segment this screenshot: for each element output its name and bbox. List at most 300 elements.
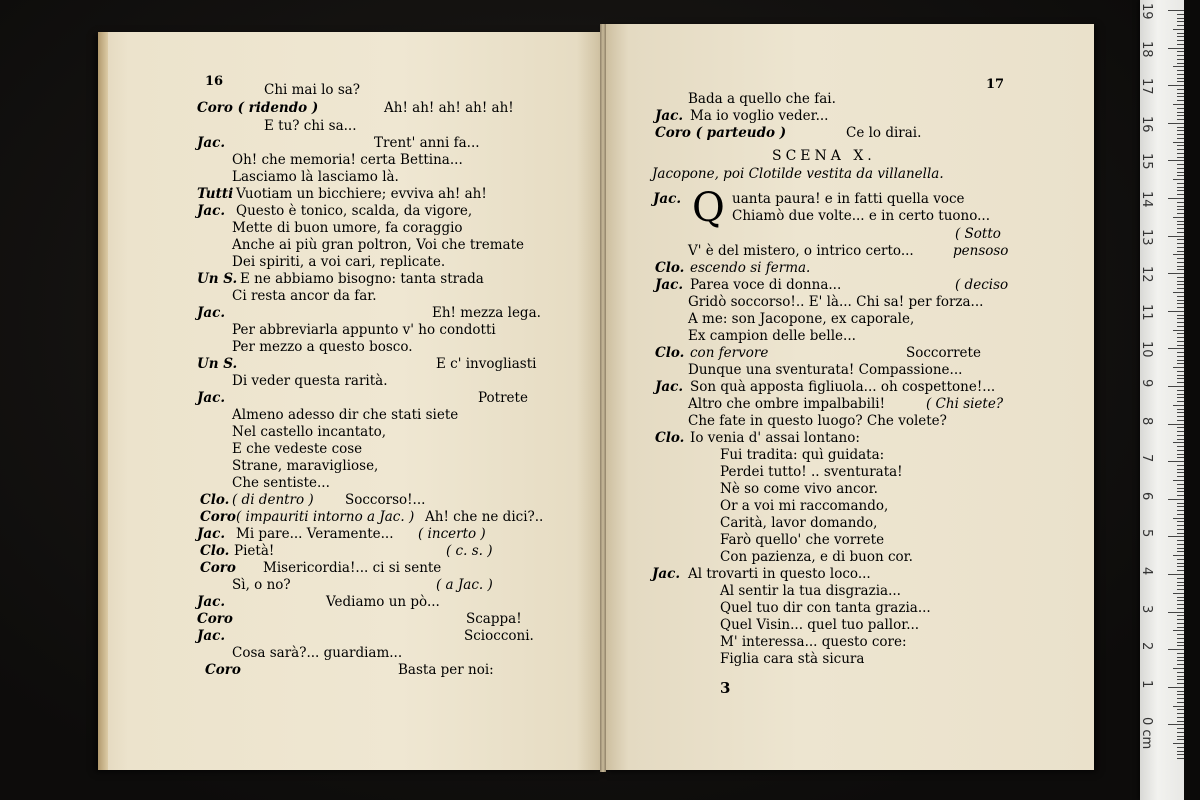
right-page-line-17-part-0: Altro che ombre impalbabili! bbox=[688, 396, 886, 412]
ruler-tick bbox=[1177, 394, 1184, 395]
ruler-tick bbox=[1177, 70, 1184, 71]
ruler-tick bbox=[1177, 510, 1184, 511]
ruler-tick bbox=[1177, 619, 1184, 620]
ruler-tick bbox=[1177, 206, 1184, 207]
ruler-tick bbox=[1177, 600, 1184, 601]
ruler-tick bbox=[1168, 85, 1184, 86]
ruler-tick bbox=[1177, 74, 1184, 75]
ruler-tick bbox=[1177, 491, 1184, 492]
left-page-line-26-part-0: Jac. bbox=[197, 526, 226, 542]
left-page-line-18-part-1: Potrete bbox=[478, 390, 528, 406]
ruler-tick bbox=[1177, 412, 1184, 413]
ruler-tick bbox=[1177, 751, 1184, 752]
ruler-tick bbox=[1168, 424, 1184, 425]
ruler-tick bbox=[1177, 702, 1184, 703]
ruler-tick bbox=[1177, 172, 1184, 173]
ruler-tick bbox=[1177, 187, 1184, 188]
ruler-number: 1 bbox=[1139, 679, 1154, 689]
ruler-tick bbox=[1177, 570, 1184, 571]
left-page-line-24-part-2: Soccorso!... bbox=[345, 492, 426, 508]
ruler-tick bbox=[1177, 653, 1184, 654]
left-page-line-5-part-0: Lasciamo là lasciamo là. bbox=[232, 169, 399, 185]
ruler-tick bbox=[1177, 371, 1184, 372]
ruler-tick bbox=[1177, 303, 1184, 304]
ruler-tick bbox=[1177, 322, 1184, 323]
ruler-tick bbox=[1173, 593, 1184, 594]
ruler-number: 10 bbox=[1139, 341, 1154, 358]
left-page-line-11-part-1: E ne abbiamo bisogno: tanta strada bbox=[240, 271, 484, 287]
left-page-line-9-part-0: Anche ai più gran poltron, Voi che tremate bbox=[232, 237, 524, 253]
right-page-line-19-part-1: Io venia d' assai lontano: bbox=[690, 430, 860, 446]
ruler-tick bbox=[1177, 657, 1184, 658]
ruler-tick bbox=[1177, 239, 1184, 240]
ruler-tick bbox=[1177, 221, 1184, 222]
ruler-tick bbox=[1173, 518, 1184, 519]
ruler-number: 9 bbox=[1139, 379, 1154, 388]
ruler-tick bbox=[1168, 499, 1184, 500]
right-page-line-22-part-0: Nè so come vivo ancor. bbox=[720, 481, 878, 497]
ruler-tick bbox=[1177, 352, 1184, 353]
ruler-tick bbox=[1177, 597, 1184, 598]
ruler-tick bbox=[1177, 739, 1184, 740]
ruler-tick bbox=[1177, 55, 1184, 56]
ruler-number: 3 bbox=[1139, 604, 1154, 613]
left-page-line-33-part-0: Cosa sarà?... guardiam... bbox=[232, 645, 403, 661]
right-page-line-27-part-0: Jac. bbox=[652, 566, 681, 582]
ruler-tick bbox=[1177, 119, 1184, 120]
right-page-line-28-part-0: Al sentir la tua disgrazia... bbox=[720, 583, 901, 599]
ruler-tick bbox=[1177, 63, 1184, 64]
ruler-tick bbox=[1177, 409, 1184, 410]
ruler-tick bbox=[1177, 164, 1184, 165]
left-page-line-34-part-0: Coro bbox=[205, 662, 241, 678]
ruler-tick bbox=[1177, 194, 1184, 195]
right-page-line-16-part-0: Jac. bbox=[655, 379, 684, 395]
left-page-line-2-part-0: E tu? chi sa... bbox=[264, 118, 357, 134]
left-page-line-21-part-0: E che vedeste cose bbox=[232, 441, 363, 457]
left-page-line-27-part-2: ( c. s. ) bbox=[446, 543, 493, 559]
ruler-tick bbox=[1177, 627, 1184, 628]
ruler-number: 14 bbox=[1139, 191, 1154, 208]
ruler-tick bbox=[1168, 612, 1184, 613]
ruler-tick bbox=[1177, 645, 1184, 646]
ruler-tick bbox=[1177, 36, 1184, 37]
left-page-line-19-part-0: Almeno adesso dir che stati siete bbox=[232, 407, 459, 423]
ruler-tick bbox=[1173, 217, 1184, 218]
ruler-tick bbox=[1173, 367, 1184, 368]
right-page-line-24-part-0: Carità, lavor domando, bbox=[720, 515, 878, 531]
edge-shadow bbox=[1186, 0, 1200, 800]
ruler-tick bbox=[1177, 533, 1184, 534]
left-page-line-23-part-0: Che sentiste... bbox=[232, 475, 330, 491]
right-page-line-19-part-0: Clo. bbox=[655, 430, 685, 446]
ruler-tick bbox=[1177, 288, 1184, 289]
left-page-line-0-part-0: Chi mai lo sa? bbox=[264, 82, 361, 98]
ruler-tick bbox=[1168, 687, 1184, 688]
ruler-tick bbox=[1177, 642, 1184, 643]
ruler-tick bbox=[1168, 160, 1184, 161]
left-page-line-26-part-2: ( incerto ) bbox=[418, 526, 486, 542]
ruler-tick bbox=[1177, 717, 1184, 718]
ruler-tick bbox=[1177, 683, 1184, 684]
left-page-line-29-part-0: Sì, o no? bbox=[232, 577, 291, 593]
ruler-tick bbox=[1177, 149, 1184, 150]
ruler-tick bbox=[1173, 330, 1184, 331]
ruler-tick bbox=[1177, 251, 1184, 252]
ruler-number: 16 bbox=[1139, 115, 1154, 133]
ruler-tick bbox=[1177, 345, 1184, 346]
ruler-tick bbox=[1173, 142, 1184, 143]
ruler-tick bbox=[1177, 21, 1184, 22]
ruler-tick bbox=[1177, 559, 1184, 560]
right-page-number: 17 bbox=[986, 77, 1005, 92]
right-page-line-23-part-0: Or a voi mi raccomando, bbox=[720, 498, 889, 514]
ruler-tick bbox=[1177, 732, 1184, 733]
ruler-tick bbox=[1177, 758, 1184, 759]
ruler-tick bbox=[1177, 709, 1184, 710]
ruler-tick bbox=[1177, 454, 1184, 455]
right-page-line-1-part-1: Ma io voglio veder... bbox=[690, 108, 829, 124]
left-page-line-17-part-0: Di veder questa rarità. bbox=[232, 373, 388, 389]
ruler-tick bbox=[1173, 292, 1184, 293]
right-page-line-25-part-0: Farò quello' che vorrete bbox=[720, 532, 885, 548]
ruler-tick bbox=[1177, 390, 1184, 391]
left-page-line-20-part-0: Nel castello incantato, bbox=[232, 424, 387, 440]
left-page-line-30-part-0: Jac. bbox=[197, 594, 226, 610]
ruler-tick bbox=[1177, 488, 1184, 489]
left-page-line-6-part-1: Vuotiam un bicchiere; evviva ah! ah! bbox=[236, 186, 487, 202]
ruler-tick bbox=[1168, 724, 1184, 725]
ruler-tick bbox=[1177, 416, 1184, 417]
ruler-tick bbox=[1177, 566, 1184, 567]
ruler-tick bbox=[1173, 555, 1184, 556]
ruler-tick bbox=[1177, 108, 1184, 109]
right-page-line-1-part-0: Jac. bbox=[655, 108, 684, 124]
right-page-line-8-part-0: V' è del mistero, o intrico certo... bbox=[688, 243, 914, 259]
ruler-tick bbox=[1177, 326, 1184, 327]
ruler-tick bbox=[1177, 341, 1184, 342]
left-page-line-24-part-1: ( di dentro ) bbox=[232, 492, 314, 508]
ruler-tick bbox=[1177, 284, 1184, 285]
ruler-tick bbox=[1173, 179, 1184, 180]
ruler-tick bbox=[1177, 660, 1184, 661]
ruler-tick bbox=[1177, 134, 1184, 135]
ruler-tick bbox=[1177, 356, 1184, 357]
ruler-tick bbox=[1177, 115, 1184, 116]
ruler-tick bbox=[1177, 503, 1184, 504]
left-page-line-26-part-1: Mi pare... Veramente... bbox=[236, 526, 394, 542]
ruler-number: 17 bbox=[1139, 78, 1154, 95]
ruler-number: 5 bbox=[1139, 529, 1154, 538]
right-page-line-14-part-0: Clo. bbox=[655, 345, 685, 361]
ruler-tick bbox=[1173, 480, 1184, 481]
ruler-tick bbox=[1177, 608, 1184, 609]
ruler-tick bbox=[1177, 157, 1184, 158]
ruler-tick bbox=[1177, 315, 1184, 316]
left-page-number: 16 bbox=[205, 74, 224, 89]
right-page-line-6-part-0: Chiamò due volte... e in certo tuono... bbox=[732, 208, 991, 224]
ruler-tick bbox=[1173, 29, 1184, 30]
ruler-tick bbox=[1177, 243, 1184, 244]
ruler-tick bbox=[1177, 307, 1184, 308]
left-page-line-27-part-1: Pietà! bbox=[234, 543, 275, 559]
left-page-line-8-part-0: Mette di buon umore, fa coraggio bbox=[232, 220, 463, 236]
ruler-tick bbox=[1177, 153, 1184, 154]
ruler-tick bbox=[1168, 236, 1184, 237]
ruler-tick bbox=[1177, 679, 1184, 680]
ruler-tick bbox=[1177, 698, 1184, 699]
right-page-line-8-part-1: pensoso bbox=[953, 243, 1009, 259]
ruler-tick bbox=[1177, 213, 1184, 214]
ruler-tick bbox=[1177, 100, 1184, 101]
ruler-tick bbox=[1168, 10, 1184, 11]
ruler-tick bbox=[1177, 472, 1184, 473]
ruler-tick bbox=[1177, 14, 1184, 15]
left-page-line-30-part-1: Vediamo un pò... bbox=[326, 594, 440, 610]
ruler-tick bbox=[1173, 254, 1184, 255]
left-page-line-10-part-0: Dei spiriti, a voi cari, replicate. bbox=[232, 254, 446, 270]
ruler-tick bbox=[1177, 578, 1184, 579]
right-page-line-10-part-2: ( deciso bbox=[955, 277, 1009, 293]
right-page-line-27-part-1: Al trovarti in questo loco... bbox=[688, 566, 871, 582]
ruler-tick bbox=[1177, 615, 1184, 616]
ruler-tick bbox=[1177, 224, 1184, 225]
ruler-tick bbox=[1177, 713, 1184, 714]
right-page-line-21-part-0: Perdei tutto! .. sventurata! bbox=[720, 464, 903, 480]
right-page-line-10-part-0: Jac. bbox=[655, 277, 684, 293]
ruler-tick bbox=[1177, 721, 1184, 722]
ruler-tick bbox=[1177, 138, 1184, 139]
right-page-line-3-part-0: SCENA X. bbox=[772, 148, 876, 164]
ruler-number: 18 bbox=[1139, 40, 1154, 58]
right-page-line-9-part-0: Clo. bbox=[655, 260, 685, 276]
ruler-tick bbox=[1177, 551, 1184, 552]
ruler-tick bbox=[1177, 638, 1184, 639]
left-page-line-31-part-0: Coro bbox=[197, 611, 233, 627]
left-page-line-32-part-1: Sciocconi. bbox=[464, 628, 534, 644]
ruler-tick bbox=[1177, 604, 1184, 605]
ruler-tick bbox=[1177, 300, 1184, 301]
ruler-tick bbox=[1177, 202, 1184, 203]
ruler-tick bbox=[1173, 66, 1184, 67]
left-page-line-11-part-0: Un S. bbox=[197, 271, 238, 287]
right-page-line-0-part-0: Bada a quello che fai. bbox=[688, 91, 836, 107]
ruler-tick bbox=[1177, 18, 1184, 19]
ruler-tick bbox=[1173, 405, 1184, 406]
right-page-line-2-part-1: Ce lo dirai. bbox=[846, 125, 922, 141]
ruler-tick bbox=[1177, 736, 1184, 737]
right-page-line-9-part-1: escendo si ferma. bbox=[690, 260, 811, 276]
ruler-tick bbox=[1177, 33, 1184, 34]
ruler-number: 6 bbox=[1139, 491, 1154, 501]
ruler-tick bbox=[1177, 93, 1184, 94]
left-page-line-22-part-0: Strane, maravigliose, bbox=[232, 458, 379, 474]
ruler-tick bbox=[1177, 112, 1184, 113]
right-page-line-31-part-0: M' interessa... questo core: bbox=[720, 634, 907, 650]
ruler-number: 7 bbox=[1139, 454, 1154, 463]
ruler-tick bbox=[1177, 78, 1184, 79]
ruler-tick bbox=[1177, 431, 1184, 432]
ruler-tick bbox=[1177, 375, 1184, 376]
ruler-tick bbox=[1177, 337, 1184, 338]
left-page-line-24-part-0: Clo. bbox=[200, 492, 230, 508]
ruler-tick bbox=[1173, 630, 1184, 631]
ruler-tick bbox=[1168, 536, 1184, 537]
ruler-tick bbox=[1177, 446, 1184, 447]
right-page-line-5-part-1: uanta paura! e in fatti quella voce bbox=[732, 191, 965, 207]
left-page-line-25-part-1: ( impauriti intorno a Jac. ) bbox=[236, 509, 415, 525]
ruler-tick bbox=[1177, 258, 1184, 259]
ruler-tick bbox=[1168, 574, 1184, 575]
ruler-tick bbox=[1177, 363, 1184, 364]
left-page-line-7-part-1: Questo è tonico, scalda, da vigore, bbox=[236, 203, 473, 219]
ruler-tick bbox=[1177, 672, 1184, 673]
ruler-tick bbox=[1177, 691, 1184, 692]
ruler-tick bbox=[1177, 563, 1184, 564]
right-page-line-16-part-1: Son quà apposta figliuola... oh cospettone!... bbox=[690, 379, 996, 395]
ruler-tick bbox=[1168, 348, 1184, 349]
right-page-line-17-part-1: ( Chi siete? bbox=[926, 396, 1004, 412]
ruler-tick bbox=[1173, 104, 1184, 105]
ruler-number: 19 bbox=[1139, 3, 1154, 20]
ruler-tick bbox=[1177, 145, 1184, 146]
ruler-tick bbox=[1173, 668, 1184, 669]
ruler-tick bbox=[1177, 427, 1184, 428]
ruler-tick bbox=[1177, 420, 1184, 421]
ruler-tick bbox=[1177, 585, 1184, 586]
ruler-tick bbox=[1177, 589, 1184, 590]
ruler-tick bbox=[1177, 183, 1184, 184]
left-page-line-28-part-1: Misericordia!... ci si sente bbox=[263, 560, 442, 576]
ruler-tick bbox=[1177, 623, 1184, 624]
left-page-line-28-part-0: Coro bbox=[200, 560, 236, 576]
right-page-line-18-part-0: Che fate in questo luogo? Che volete? bbox=[688, 413, 947, 429]
right-page-line-32-part-0: Figlia cara stà sicura bbox=[720, 651, 865, 667]
left-page-line-1-part-1: Ah! ah! ah! ah! ah! bbox=[384, 100, 514, 116]
right-page-line-10-part-1: Parea voce di donna... bbox=[690, 277, 842, 293]
ruler-number: 8 bbox=[1139, 416, 1154, 425]
ruler-tick bbox=[1168, 386, 1184, 387]
ruler-tick bbox=[1177, 525, 1184, 526]
ruler-tick bbox=[1168, 649, 1184, 650]
ruler-number: 13 bbox=[1139, 228, 1154, 246]
ruler-tick bbox=[1177, 495, 1184, 496]
left-page-line-1-part-0: Coro ( ridendo ) bbox=[197, 100, 319, 116]
left-page-line-12-part-0: Ci resta ancor da far. bbox=[232, 288, 377, 304]
left-page-line-15-part-0: Per mezzo a questo bosco. bbox=[232, 339, 413, 355]
left-page-line-13-part-1: Eh! mezza lega. bbox=[432, 305, 541, 321]
ruler-tick bbox=[1177, 435, 1184, 436]
book-gutter bbox=[600, 24, 606, 772]
ruler-tick bbox=[1168, 123, 1184, 124]
ruler-tick bbox=[1177, 450, 1184, 451]
left-page-line-3-part-0: Jac. bbox=[197, 135, 226, 151]
ruler-tick bbox=[1177, 59, 1184, 60]
left-page-line-32-part-0: Jac. bbox=[197, 628, 226, 644]
left-page-line-13-part-0: Jac. bbox=[197, 305, 226, 321]
ruler-tick bbox=[1177, 318, 1184, 319]
ruler-tick bbox=[1177, 51, 1184, 52]
ruler-number: 12 bbox=[1139, 266, 1154, 283]
ruler-tick bbox=[1177, 728, 1184, 729]
right-page-line-13-part-0: Ex campion delle belle... bbox=[688, 328, 856, 344]
left-page-line-14-part-0: Per abbreviarla appunto v' ho condotti bbox=[232, 322, 496, 338]
ruler-tick bbox=[1177, 277, 1184, 278]
ruler-tick bbox=[1173, 743, 1184, 744]
right-page-line-14-part-1: con fervore bbox=[690, 345, 769, 361]
left-page-line-6-part-0: Tutti bbox=[197, 186, 234, 202]
left-page-line-31-part-1: Scappa! bbox=[466, 611, 522, 627]
right-page-line-20-part-0: Fui tradita: quì guidata: bbox=[720, 447, 885, 463]
ruler-tick bbox=[1177, 360, 1184, 361]
ruler-number: 15 bbox=[1139, 153, 1154, 170]
right-page-line-5-part-0: Jac. bbox=[653, 191, 682, 207]
ruler-tick bbox=[1177, 634, 1184, 635]
ruler-tick bbox=[1177, 521, 1184, 522]
left-page-line-34-part-1: Basta per noi: bbox=[398, 662, 494, 678]
left-page-line-25-part-0: Coro bbox=[200, 509, 236, 525]
ruler-tick bbox=[1168, 461, 1184, 462]
ruler-tick bbox=[1177, 190, 1184, 191]
ruler-tick bbox=[1177, 333, 1184, 334]
ruler-tick bbox=[1177, 232, 1184, 233]
ruler-tick bbox=[1177, 266, 1184, 267]
right-page-line-12-part-0: A me: son Jacopone, ex caporale, bbox=[688, 311, 915, 327]
ruler-number: 4 bbox=[1139, 567, 1154, 576]
ruler-tick bbox=[1177, 175, 1184, 176]
ruler-tick bbox=[1177, 378, 1184, 379]
measuring-ruler bbox=[1140, 0, 1184, 800]
ruler-tick bbox=[1177, 514, 1184, 515]
ruler-tick bbox=[1177, 40, 1184, 41]
left-page-line-7-part-0: Jac. bbox=[197, 203, 226, 219]
ruler-number: 0 cm bbox=[1139, 717, 1154, 750]
left-page-line-16-part-0: Un S. bbox=[197, 356, 238, 372]
ruler-tick bbox=[1177, 228, 1184, 229]
ruler-tick bbox=[1177, 582, 1184, 583]
ruler-tick bbox=[1177, 296, 1184, 297]
right-page-line-11-part-0: Gridò soccorso!.. E' là... Chi sa! per forza... bbox=[688, 294, 984, 310]
left-page-line-27-part-0: Clo. bbox=[200, 543, 230, 559]
ruler-tick bbox=[1177, 548, 1184, 549]
ruler-tick bbox=[1177, 81, 1184, 82]
ruler-number: 2 bbox=[1139, 642, 1154, 651]
ruler-tick bbox=[1177, 262, 1184, 263]
ruler-tick bbox=[1177, 269, 1184, 270]
left-page-line-3-part-1: Trent' anni fa... bbox=[374, 135, 480, 151]
right-page-line-15-part-0: Dunque una sventurata! Compassione... bbox=[688, 362, 963, 378]
left-page-line-4-part-0: Oh! che memoria! certa Bettina... bbox=[232, 152, 463, 168]
ruler-tick bbox=[1177, 529, 1184, 530]
ruler-tick bbox=[1177, 281, 1184, 282]
right-page-line-7-part-0: ( Sotto bbox=[955, 226, 1001, 242]
ruler-tick bbox=[1177, 457, 1184, 458]
ruler-tick bbox=[1177, 439, 1184, 440]
ruler-tick bbox=[1177, 506, 1184, 507]
ruler-tick bbox=[1177, 676, 1184, 677]
ruler-tick bbox=[1177, 747, 1184, 748]
right-page-line-30-part-0: Quel Visin... quel tuo pallor... bbox=[720, 617, 920, 633]
ruler-tick bbox=[1177, 96, 1184, 97]
ruler-tick bbox=[1177, 209, 1184, 210]
ruler-tick bbox=[1177, 44, 1184, 45]
ruler-tick bbox=[1173, 442, 1184, 443]
signature-mark: 3 bbox=[720, 679, 731, 697]
left-page-line-16-part-1: E c' invogliasti bbox=[436, 356, 537, 372]
left-page-line-25-part-2: Ah! che ne dici?.. bbox=[425, 509, 544, 525]
ruler-tick bbox=[1177, 397, 1184, 398]
ruler-tick bbox=[1168, 273, 1184, 274]
